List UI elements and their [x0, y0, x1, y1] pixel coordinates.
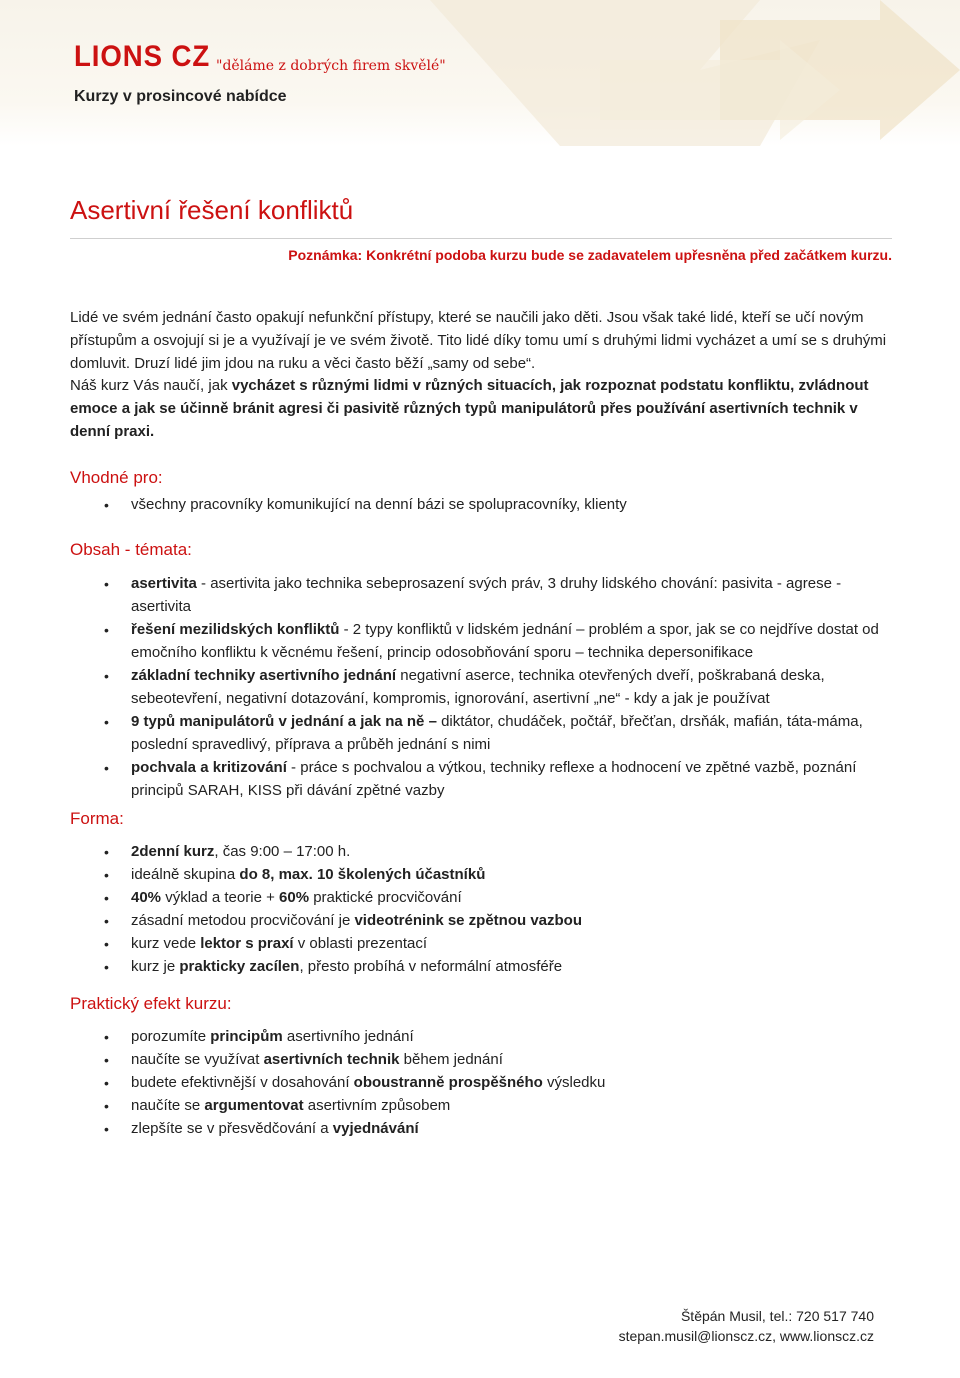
list-item [70, 841, 891, 864]
section-heading: Praktický efekt kurzu: [70, 994, 232, 1013]
intro-paragraph-1: Lidé ve svém jednání často opakují nefunkční přístupy, které se naučili jako děti. Jsou však také lidé, kteří se učí novým přístupům a osvojují si je a využívají je ve svém životě. Tito lidé díky tomu umí s druhými lidmi vycházet a umí se s druhými domluvit. Druzí lidé jim jdou na ruku a věci často běží „samy od sebe“. [70, 309, 887, 372]
bullet-icon: • [104, 1098, 109, 1114]
list-item-text: kurz vede [131, 935, 201, 952]
bullet-icon: • [104, 497, 109, 513]
course-note: Poznámka: Konkrétní podoba kurzu bude se zadavatelem upřesněna před začátkem kurzu. [288, 247, 892, 263]
contact-footer [619, 1306, 874, 1346]
list-item-text: , čas 9:00 – 17:00 h. [214, 843, 351, 860]
list-item-bold: 2denní kurz [131, 843, 215, 860]
list-item-text: zlepšíte se v přesvědčování a [131, 1120, 333, 1137]
list-item-text: v oblasti prezentací [293, 935, 427, 952]
section-form [70, 809, 891, 979]
list-item [70, 956, 891, 979]
list-item-text: výklad a teorie + [161, 889, 280, 906]
header-subtitle: Kurzy v prosincové nabídce [74, 88, 287, 105]
list-item-text: kurz je [131, 958, 180, 975]
bullet-icon: • [104, 1121, 109, 1137]
contact-email-web: stepan.musil@lionscz.cz, www.lionscz.cz [618, 1328, 874, 1344]
list-item-bold: argumentovat [204, 1097, 304, 1114]
list-item-bold: videotrénink se zpětnou vazbou [354, 912, 583, 929]
list-item-bold: oboustranně prospěšného [353, 1074, 543, 1091]
company-motto: "děláme z dobrých firem skvělé" [216, 58, 446, 74]
bullet-icon: • [104, 1052, 109, 1068]
list-item-text: všechny pracovníky komunikující na denní bázi se spolupracovníky, klienty [131, 496, 627, 513]
list-item-bold: 40% [131, 889, 162, 906]
list-item-bold: principům [210, 1028, 283, 1045]
bullet-icon: • [104, 760, 109, 776]
bullet-icon: • [104, 1029, 109, 1045]
list-item-text: porozumíte [131, 1028, 211, 1045]
contact-name-phone: Štěpán Musil, tel.: 720 517 740 [680, 1308, 874, 1324]
list-item [70, 887, 891, 910]
title-divider [70, 238, 892, 239]
list-item [70, 864, 891, 887]
list-item [70, 1026, 891, 1049]
list-item-bold: asertivita [131, 575, 197, 592]
list-item-bold: základní techniky asertivního jednání [131, 667, 397, 684]
list-item [70, 494, 891, 517]
list-item [70, 573, 891, 618]
list-item [70, 910, 891, 933]
bullet-icon: • [104, 913, 109, 929]
bullet-icon: • [104, 936, 109, 952]
list-item-text: negativní aserce, technika otevřených dveří, poškrabaná deska, sebeotevření, negativní dotazování, kompromis, ignorování, asertivní „ne“ - kdy a jak je používat [131, 667, 825, 707]
intro-p2-bold: vycházet s různými lidmi v různých situacích, jak rozpoznat podstatu konfliktu, zvládnout emoce a jak se účinně bránit agresi či pasivitě různých typů manipulátorů přes používání asertivních technik v denní praxi. [70, 377, 869, 440]
list-item [70, 1049, 891, 1072]
list-item-text: asertivním způsobem [303, 1097, 451, 1114]
bullet-icon: • [104, 668, 109, 684]
bullet-icon: • [104, 1075, 109, 1091]
form-list [70, 841, 891, 979]
list-item-bold: řešení mezilidských konfliktů [131, 621, 340, 638]
list-item [70, 933, 891, 956]
list-item-text: zásadní metodou procvičování je [131, 912, 355, 929]
list-item [70, 665, 891, 710]
list-item-bold: 60% [279, 889, 310, 906]
list-item-bold: do 8, max. 10 školených účastníků [239, 866, 486, 883]
list-item-text: , přesto probíhá v neformální atmosféře [299, 958, 563, 975]
list-item [70, 1118, 891, 1141]
list-item-bold: 9 typů manipulátorů v jednání a jak na ně – [131, 713, 437, 730]
list-item-text: budete efektivnější v dosahování [131, 1074, 354, 1091]
list-item-bold: pochvala a kritizování [131, 759, 287, 776]
section-suitable-for [70, 468, 891, 517]
list-item [70, 757, 891, 802]
list-item-text: ideálně skupina [131, 866, 240, 883]
list-item-text: naučíte se využívat [131, 1051, 264, 1068]
bullet-icon: • [104, 867, 109, 883]
suitable-list [70, 494, 891, 517]
topics-list [70, 573, 891, 802]
list-item-text: diktátor, chudáček, počtář, břečťan, drsňák, mafián, táta-máma, poslední spravedlivý, příprava a průběh jednání s nimi [131, 713, 863, 753]
list-item-text: - 2 typy konfliktů v lidském jednání – problém a spor, jak se co nejdříve dostat od emočního konfliktu k věcnému řešení, princip odosobňování sporu – technika depersonifikace [131, 621, 879, 661]
list-item-bold: asertivních technik [263, 1051, 400, 1068]
company-logo: LIONS CZ [74, 40, 211, 73]
section-heading: Obsah - témata: [70, 540, 192, 559]
list-item-text: - práce s pochvalou a výtkou, techniky reflexe a hodnocení ve zpětné vazbě, poznání principů SARAH, KISS při dávání zpětné vazby [131, 759, 857, 799]
page-header [0, 0, 960, 146]
section-heading: Forma: [70, 809, 124, 828]
list-item-text: asertivního jednání [282, 1028, 414, 1045]
bullet-icon: • [104, 714, 109, 730]
list-item-text: praktické procvičování [309, 889, 462, 906]
section-practical-effect [70, 994, 891, 1141]
bullet-icon: • [104, 622, 109, 638]
list-item [70, 711, 891, 756]
list-item-bold: lektor s praxí [200, 935, 294, 952]
bullet-icon: • [104, 576, 109, 592]
section-content-topics [70, 540, 891, 802]
list-item-bold: prakticky zacílen [179, 958, 300, 975]
bullet-icon: • [104, 844, 109, 860]
list-item [70, 1072, 891, 1095]
intro-p2-text: Náš kurz Vás naučí, jak [70, 377, 232, 395]
list-item-text: - asertivita jako technika sebeprosazení svých práv, 3 druhy lidského chování: pasivita - agrese - asertivita [131, 575, 842, 615]
list-item-text: naučíte se [131, 1097, 205, 1114]
intro-text [70, 307, 900, 444]
list-item-text: během jednání [399, 1051, 503, 1068]
bullet-icon: • [104, 890, 109, 906]
section-heading: Vhodné pro: [70, 468, 163, 487]
page-title: Asertivní řešení konfliktů [70, 195, 354, 225]
list-item-text: výsledku [542, 1074, 606, 1091]
list-item [70, 619, 891, 664]
bullet-icon: • [104, 959, 109, 975]
effect-list [70, 1026, 891, 1141]
list-item-bold: vyjednávání [332, 1120, 419, 1137]
list-item [70, 1095, 891, 1118]
intro-paragraph-2 [70, 375, 900, 443]
